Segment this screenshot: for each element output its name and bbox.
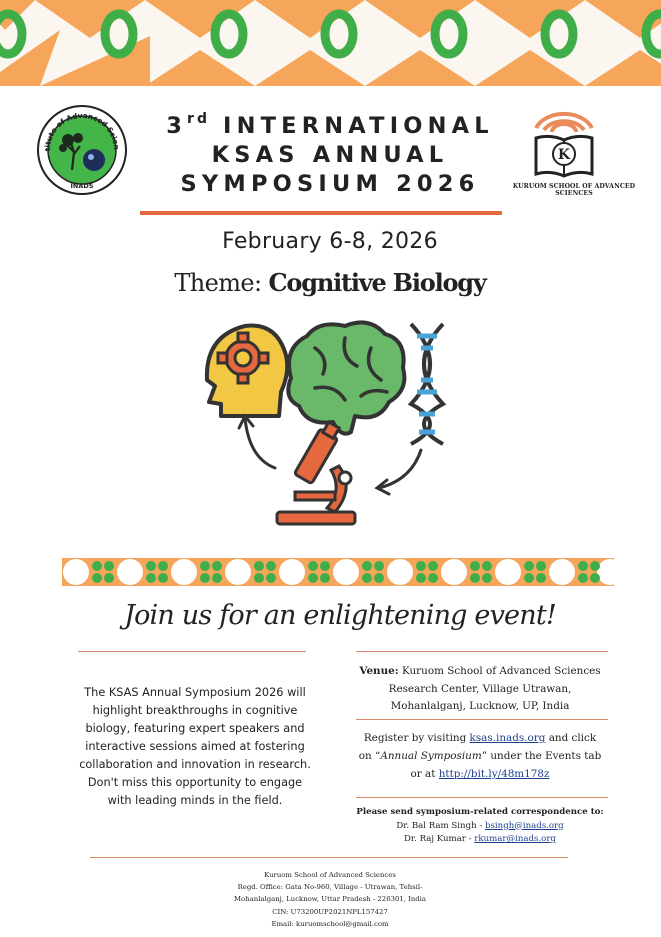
register-after-link: and click xyxy=(548,732,597,744)
short-link[interactable]: http://bit.ly/48m178z xyxy=(438,768,550,780)
title-underline xyxy=(140,211,502,215)
correspondence-block xyxy=(352,806,608,847)
contact-line xyxy=(352,820,608,834)
register-on-prefix: on “ xyxy=(358,750,381,762)
inads-logo-text: INADS xyxy=(70,182,94,190)
registration-block xyxy=(356,729,604,783)
divider-left xyxy=(78,651,306,652)
event-date: February 6-8, 2026 xyxy=(222,229,438,254)
inads-logo xyxy=(36,104,128,196)
inads-logo-arc-text: titute of Advanced Scien xyxy=(42,110,122,152)
contact-email-link[interactable]: bsingh@inads.org xyxy=(485,820,564,831)
middle-decorative-band xyxy=(62,558,614,586)
description-line: Don't miss this opportunity to engage xyxy=(87,776,303,789)
register-or-at: or at xyxy=(410,768,436,780)
event-description xyxy=(70,684,320,810)
theme-line xyxy=(110,268,550,297)
kuruom-logo-letter: K xyxy=(557,147,571,163)
top-decorative-band xyxy=(0,0,661,86)
tagline: Join us for an enlightening event! xyxy=(124,600,556,631)
footer-line: CIN: U73200UP2021NPL157427 xyxy=(272,907,388,916)
description-line: biology, featuring expert speakers and xyxy=(85,722,305,735)
register-prefix: Register by visiting xyxy=(363,732,467,744)
description-line: with leading minds in the field. xyxy=(107,794,283,807)
ksas-site-link[interactable]: ksas.inads.org xyxy=(469,732,546,744)
register-on-suffix: ” under the Events tab xyxy=(481,750,602,762)
divider-footer xyxy=(90,857,568,858)
contact-name: Dr. Bal Ram Singh - xyxy=(396,820,485,831)
description-line: highlight breakthroughs in cognitive xyxy=(92,704,298,717)
footer-line: Mohanlalganj, Lucknow, Uttar Pradesh - 226301, India xyxy=(234,895,426,904)
description-line: collaboration and innovation in research. xyxy=(79,758,311,771)
contact-name: Dr. Raj Kumar - xyxy=(404,834,475,844)
microscope-icon xyxy=(277,420,355,524)
footer-line: Email: kuruomschool@gmail.com xyxy=(271,919,389,928)
title-ordinal: 3 xyxy=(166,113,188,139)
footer-line: Regd. Office: Gata No-960, Village - Utrawan, Tehsil- xyxy=(237,883,423,892)
kuruom-logo-caption: KURUOM SCHOOL OF ADVANCED SCIENCES xyxy=(512,183,636,197)
theme-label: Theme: xyxy=(174,269,262,297)
divider-right-top xyxy=(356,651,608,652)
divider-register xyxy=(356,797,608,798)
venue-block xyxy=(356,663,604,716)
title-line-2: KSAS ANNUAL xyxy=(211,142,449,168)
venue-name: Kuruom School of Advanced Sciences xyxy=(401,665,601,677)
divider-venue xyxy=(356,719,608,720)
middle-pattern-graphic xyxy=(62,558,614,586)
description-line: interactive sessions aimed at fostering xyxy=(85,740,305,753)
dna-icon xyxy=(411,324,443,444)
venue-address-line: Research Center, Village Utrawan, xyxy=(388,682,572,695)
brain-icon xyxy=(288,322,404,433)
event-name: Annual Symposium xyxy=(380,750,482,762)
contact-line xyxy=(352,833,608,847)
title-line-1 xyxy=(140,113,520,139)
top-pattern-graphic xyxy=(0,0,661,86)
footer-line: Kuruom School of Advanced Sciences xyxy=(264,871,396,879)
kuruom-logo xyxy=(506,100,642,196)
cognitive-biology-illustration xyxy=(195,318,465,534)
contact-email-link[interactable]: rkumar@inads.org xyxy=(474,834,556,844)
footer xyxy=(170,869,490,930)
title-line-3: SYMPOSIUM 2026 xyxy=(180,171,480,197)
venue-label: Venue: xyxy=(359,665,399,677)
title-ordinal-suffix: rd xyxy=(187,111,210,127)
correspondence-heading: Please send symposium-related correspondence to: xyxy=(356,807,604,817)
venue-address-line: Mohanlalganj, Lucknow, UP, India xyxy=(390,700,570,712)
head-gear-icon xyxy=(207,326,287,416)
description-line: The KSAS Annual Symposium 2026 will xyxy=(84,686,306,699)
title-international: INTERNATIONAL xyxy=(223,113,494,139)
theme-value: Cognitive Biology xyxy=(268,268,486,297)
